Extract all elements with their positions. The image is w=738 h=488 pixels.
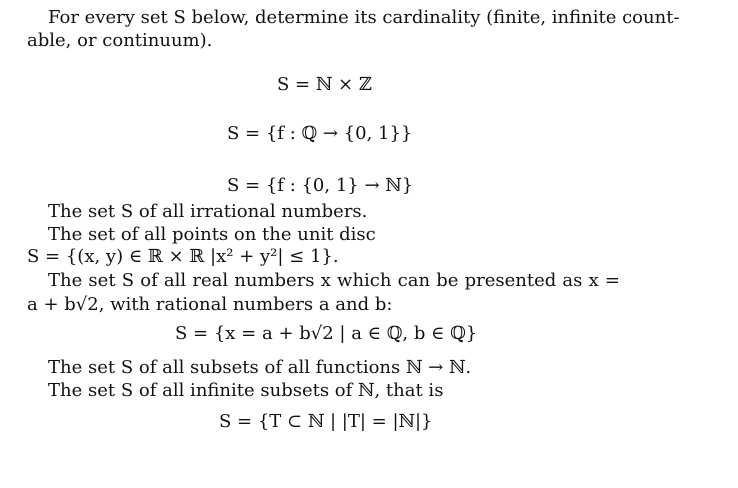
item-irrational-numbers: The set S of all irrational numbers.	[48, 201, 368, 222]
equation-functions-01-to-n: S = {f : {0, 1} → ℕ}	[227, 175, 414, 196]
item-real-numbers-line-1: The set S of all real numbers x which can be presented as x =	[48, 270, 620, 291]
intro-line-2: able, or continuum).	[27, 30, 213, 51]
intro-line-1: For every set S below, determine its cardinality (finite, infinite count-	[48, 7, 680, 28]
item-unit-disc-line-2: S = {(x, y) ∈ ℝ × ℝ |x² + y²| ≤ 1}.	[27, 246, 339, 267]
item-unit-disc-line-1: The set of all points on the unit disc	[48, 224, 376, 245]
item-real-numbers-line-2: a + b√2, with rational numbers a and b:	[27, 294, 393, 315]
equation-n-times-z: S = ℕ × ℤ	[277, 74, 372, 95]
item-subsets-of-functions: The set S of all subsets of all functions ℕ → ℕ.	[48, 357, 472, 378]
item-infinite-subsets: The set S of all infinite subsets of ℕ, that is	[48, 380, 444, 401]
equation-a-plus-b-root2: S = {x = a + b√2 | a ∈ ℚ, b ∈ ℚ}	[175, 323, 478, 344]
equation-functions-q-to-01: S = {f : ℚ → {0, 1}}	[227, 123, 413, 144]
equation-infinite-subsets: S = {T ⊂ ℕ | |T| = |ℕ|}	[219, 411, 433, 432]
